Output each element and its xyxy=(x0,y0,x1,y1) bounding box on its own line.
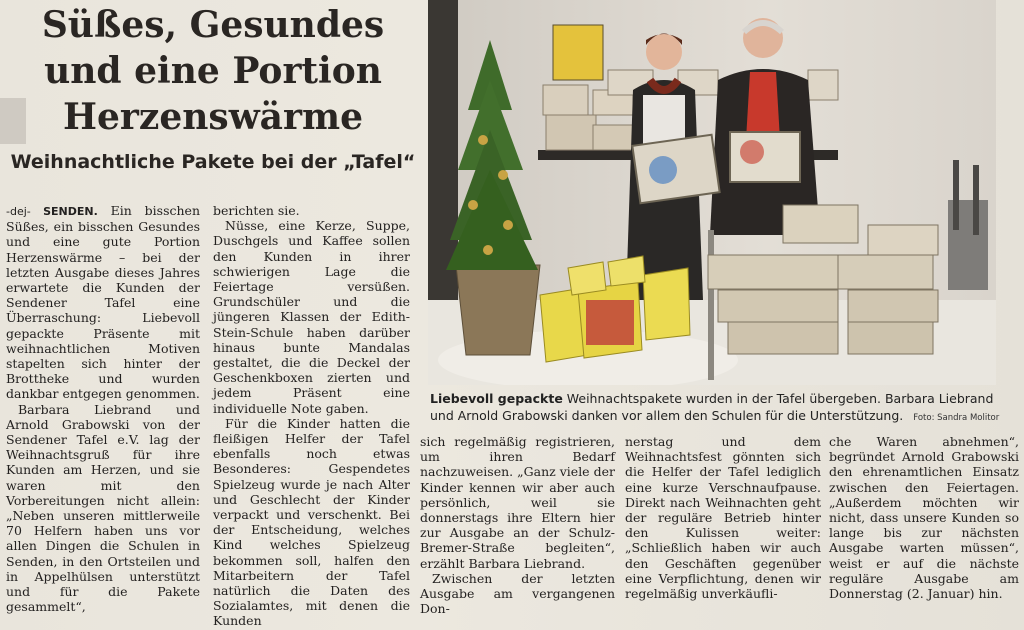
article-column-1 xyxy=(6,203,200,614)
paragraph: che Waren abnehmen“, begründet Arnold Grabowski den ehrenamtlichen Einsatz zwischen den Feiertagen. „Außerdem möchten wir nicht, dass unsere Kunden so lange bis zur nächsten Ausgabe warten müssen“, weist er auf die nächste reguläre Ausgabe am Donnerstag (2. Januar) hin. xyxy=(829,434,1019,602)
paragraph xyxy=(6,203,200,402)
paragraph: nerstag und dem Weihnachtsfest gönnten sich die Helfer der Tafel lediglich eine kurze Verschnaufpause. Direkt nach Weihnachten geht der reguläre Betrieb hinter den Kulissen weiter: „Schließlich haben wir auch den Geschäften gegenüber eine Verpflichtung, denen wir regelmäßig unverkäufli- xyxy=(625,434,821,602)
article-photo xyxy=(428,0,996,385)
wicker-basket xyxy=(456,265,540,355)
headline xyxy=(8,2,418,140)
wall-poster xyxy=(553,25,603,80)
paragraph: sich regelmäßig registrieren, um ihren Bedarf nachzuweisen. „Ganz viele der Kinder kennen wir aber auch persönlich, weil sie donnerstags ihre Eltern hier zur Ausgabe an der Schulz-Bremer-Straße begleiten“, erzählt Barbara Liebrand. xyxy=(420,434,615,571)
paragraph: Barbara Liebrand und Arnold Grabowski von der Sendener Tafel e.V. lag der Weihnachtsgruß für ihre Kunden am Herzen, und sie waren mit den Vorbereitungen nicht allein: „Neben unseren mittlerweile 70 Helfern haben uns vor allen Dingen die Schulen in Senden, in den Ortsteilen und in Appelhülsen unterstützt und für die Pakete gesammelt“, xyxy=(6,401,200,615)
caption-lead: Liebevoll gepackte xyxy=(430,391,563,406)
article-column-5 xyxy=(829,434,1019,601)
article-column-4 xyxy=(625,434,821,601)
paragraph: Zwischen der letzten Ausgabe am vergangenen Don- xyxy=(420,570,615,617)
paragraph: Nüsse, eine Kerze, Suppe, Duschgels und Kaffee sollen den Kunden in ihrer schwierigen Lage die Feiertage versüßen. Grundschüler und die jüngeren Klassen der Edith-Stein-Schule haben darüber hinaus bunte Mandalas gestaltet, die die Deckel der Geschenkboxen zierten und jedem Präsent eine individuelle Note gaben. xyxy=(213,218,410,416)
headline-line-3: Herzenswärme xyxy=(63,96,363,138)
subheadline: Weihnachtliche Pakete bei der „Tafel“ xyxy=(10,151,416,173)
photo-caption xyxy=(430,390,1016,427)
headline-line-1: Süßes, Gesundes xyxy=(41,4,385,46)
paragraph: Für die Kinder hatten die fleißigen Helfer der Tafel ebenfalls noch etwas Besonderes: Gespendetes Spielzeug wurde je nach Alter und Geschlecht der Kinder verpackt und verschenkt. Bei der Entscheidung, welches Kind welches Spielzeug bekommen soll, halfen den Mitarbeitern der Tafel natürlich die Daten des Sozialamtes, mit denen die Kunden xyxy=(213,415,410,629)
photo-illustration xyxy=(428,0,996,385)
photo-credit: Foto: Sandra Molitor xyxy=(913,413,1000,423)
caption-text: Weihnachtspakete wurden in der Tafel übergeben. Barbara Liebrand und Arnold Grabowski danken vor allem den Schulen für die Unterstützung. xyxy=(430,391,994,423)
paragraph-text: Ein bisschen Süßes, ein bisschen Gesundes und eine gute Portion Herzenswärme – bei der letzten Ausgabe dieses Jahres erwartete die Kunden der Sendener Tafel eine Überraschung: Liebevoll gepackte Präsente mit weihnachtlichen Motiven stapelten sich hinter der Brottheke und wurden dankbar entgegen genommen. xyxy=(6,203,201,402)
author-tag: -dej- xyxy=(6,205,44,218)
article-column-2 xyxy=(213,203,410,629)
headline-line-2: und eine Portion xyxy=(44,50,382,92)
paragraph: berichten sie. xyxy=(213,203,300,218)
article-column-3 xyxy=(420,434,615,616)
dateline: SENDEN. xyxy=(43,205,98,218)
